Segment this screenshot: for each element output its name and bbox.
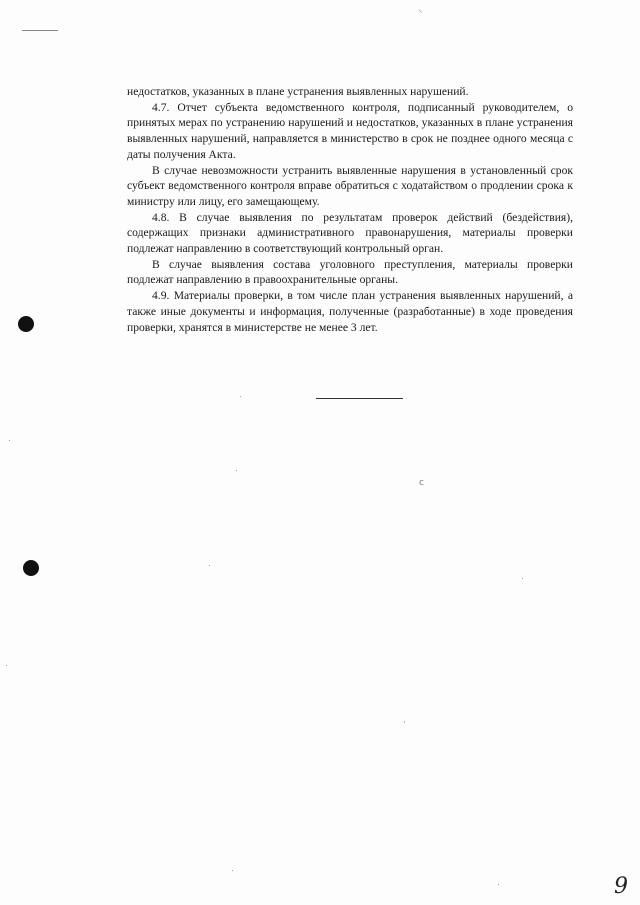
punch-hole-mark [23,560,39,576]
paragraph-4-7: 4.7. Отчет субъекта ведомственного контроля, подписанный руководителем, о принятых мерах по устранению нарушений и недостатков, указанных в плане устранения выявленных нарушений, направляется в министерство в срок не позднее одного месяца с даты получения Акта. [127,100,573,161]
scan-dot [9,440,10,441]
scan-dot [240,396,241,397]
punch-hole-mark [18,316,34,332]
scan-speck: ϲ [419,478,424,488]
scan-dot [232,870,233,871]
scan-dot [236,470,237,471]
paragraph-extension-request: В случае невозможности устранить выявленные нарушения в установленный срок субъект ведомственного контроля вправе обратиться с ходатайством о продлении срока к министру или лицу, его замещающему. [127,163,573,208]
scan-dot [522,578,523,579]
end-of-text-rule [316,398,403,399]
top-margin-rule [22,30,58,31]
paragraph-4-8: 4.8. В случае выявления по результатам проверок действий (бездействия), содержащих признаки административного правонарушения, материалы проверки подлежат направлению в соответствующий контрольный орган. [127,210,573,256]
page-number: 9 [614,874,628,899]
scan-dot [209,565,210,566]
paragraph-continuation: недостатков, указанных в плане устранения выявленных нарушений. [127,85,469,98]
scan-speck: ⸜ [418,5,423,15]
document-body [127,84,573,335]
scan-dot [6,665,7,666]
paragraph-criminal-referral: В случае выявления состава уголовного преступления, материалы проверки подлежат направлению в правоохранительные органы. [127,257,573,287]
paragraph-4-9: 4.9. Материалы проверки, в том числе план устранения выявленных нарушений, а также иные документы и информация, полученные (разработанные) в ходе проведения проверки, хранятся в министерстве не менее 3 лет. [127,289,573,334]
scan-dot [498,884,499,885]
scan-speck: ͺ [402,714,407,724]
